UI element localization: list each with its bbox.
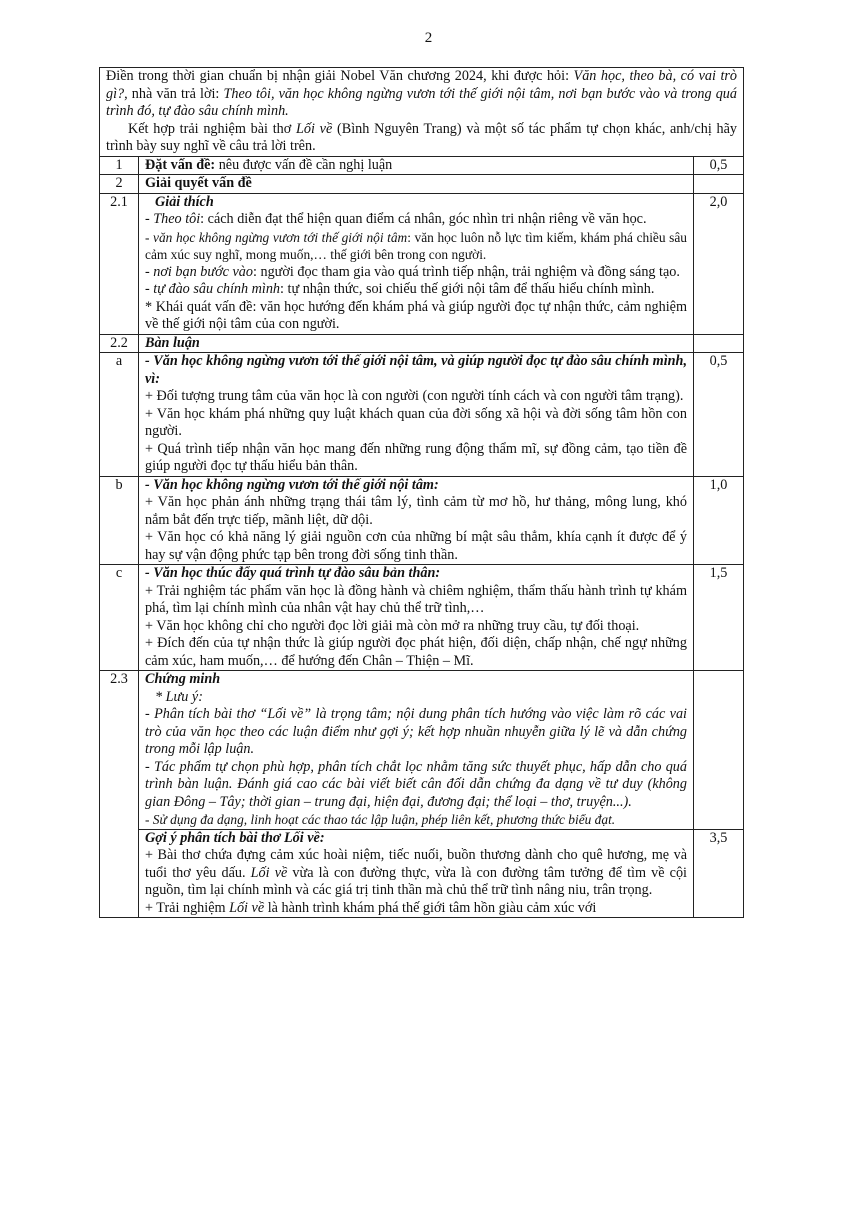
prompt-intro: Điền trong thời gian chuẩn bị nhận giải Nobel Văn chương 2024, khi được hỏi:: [106, 68, 574, 84]
page-number: 2: [424, 30, 433, 46]
definition: : tự nhận thức, soi chiếu thế giới nội tâm để thấu hiểu chính mình.: [280, 281, 655, 297]
poem-title: Lối về: [229, 899, 265, 916]
explanation-item: [145, 229, 687, 264]
grading-rubric-table: [99, 67, 744, 918]
summary-item: * Khái quát vấn đề: văn học hướng đến khám phá và giúp người đọc tự nhận thức, cảm nghiệm về thế giới nội tâm của con người.: [145, 298, 687, 332]
row-content: [139, 156, 694, 175]
row-number: a: [100, 353, 139, 477]
note-item: - Phân tích bài thơ “Lối về” là trọng tâm; nội dung phân tích hướng vào việc làm rõ các vai trò của văn học theo các luận điểm như gợi ý; kết hợp nhuần nhuyễn giữa lý lẽ và dẫn chứng trong mỗi lập luận.: [145, 706, 687, 757]
row-score: 1,5: [694, 565, 744, 671]
row-number: 1: [100, 156, 139, 175]
prompt-row: [100, 68, 744, 157]
note-item: - Sử dụng đa dạng, linh hoạt các thao tác lập luận, phép liên kết, phương thức biểu đạt.: [145, 812, 616, 827]
explanation-item: [145, 264, 687, 282]
point-heading: - Văn học thúc đẩy quá trình tự đào sâu bản thân:: [145, 565, 441, 581]
prompt-quote: Theo tôi, văn học không ngừng vươn tới thế giới nội tâm, nơi bạn bước vào và trong quá trình đó, tự đào sâu chính mình.: [106, 85, 737, 119]
analysis-text: + Bài thơ chứa đựng cảm xúc hoài niệm, tiếc nuối, buồn thương dành cho quê hương, mẹ và tuổi thơ yêu dấu.: [145, 847, 687, 881]
row-content: [139, 193, 694, 334]
prompt-question: Văn học, theo bà, có vai trò gì?: [106, 68, 737, 102]
term: - Theo tôi: [145, 211, 201, 227]
prompt-task-intro: Kết hợp trải nghiệm bài thơ: [128, 120, 296, 137]
definition: : người đọc tham gia vào quá trình tiếp nhận, trải nghiệm và đồng sáng tạo.: [253, 263, 680, 280]
row-b: [100, 476, 744, 565]
point-item: + Đối tượng trung tâm của văn học là con người (con người tính cách và con người tâm trạng).: [145, 388, 684, 404]
row-score: 3,5: [694, 829, 744, 918]
term: - nơi bạn bước vào: [145, 263, 253, 280]
explanation-item: [145, 211, 687, 229]
row-number: 2.3: [100, 671, 139, 918]
term: - văn học không ngừng vươn tới thế giới nội tâm: [145, 229, 408, 245]
explanation-item: [145, 281, 687, 299]
row-score: 0,5: [694, 353, 744, 477]
row-number: b: [100, 476, 139, 565]
row-2-1: [100, 193, 744, 334]
row-content: [139, 671, 694, 830]
definition: : văn học luôn nỗ lực tìm kiếm, khám phá chiều sâu cảm xúc suy nghĩ, mong muốn,… thế giới bên trong con người.: [145, 229, 687, 262]
poem-title: Lối về: [250, 864, 288, 881]
row-score: [694, 175, 744, 194]
row-score: [694, 671, 744, 830]
row-score: 2,0: [694, 193, 744, 334]
poem-title: Lối về: [296, 120, 333, 137]
row-number: c: [100, 565, 139, 671]
point-item: + Văn học không chỉ cho người đọc lời giải mà còn mở ra những truy cầu, tự đối thoại.: [145, 617, 640, 634]
row-number: 2.2: [100, 334, 139, 353]
point-item: + Văn học có khả năng lý giải nguồn cơn của những bí mật sâu thẳm, khía cạnh ít được để ý hay sự vận động phức tạp bên trong đời sống tinh thần.: [145, 529, 687, 563]
row-number: 2.1: [100, 193, 139, 334]
point-item: + Đích đến của tự nhận thức là giúp người đọc phát hiện, đối diện, chấp nhận, chế ngự những cảm xúc, ham muốn,… để hướng đến Chân – Thiện – Mĩ.: [145, 635, 687, 669]
row-label: Đặt vấn đề:: [145, 156, 216, 173]
analysis-text: là hành trình khám phá thế giới tâm hồn giàu cảm xúc với: [264, 899, 597, 916]
point-item: + Trải nghiệm tác phẩm văn học là đồng hành và chiêm nghiệm, thẩm thấu hành trình tự khám phá, tìm lại chính mình của nhân vật hay chủ thể trữ tình,…: [145, 582, 687, 616]
section-heading: Chứng minh: [145, 671, 221, 687]
prompt-paragraph-2: [106, 121, 737, 156]
row-content: [139, 476, 694, 565]
row-2-3-analysis: [100, 829, 744, 918]
row-score: 0,5: [694, 156, 744, 175]
row-text: nêu được vấn đề cần nghị luận: [215, 156, 393, 173]
row-score: [694, 334, 744, 353]
term: - tự đào sâu chính mình: [145, 281, 281, 297]
row-number: 2: [100, 175, 139, 194]
analysis-item: [145, 847, 687, 900]
row-content: [139, 829, 694, 918]
point-item: + Quá trình tiếp nhận văn học mang đến những rung động thẩm mĩ, sự đồng cảm, tạo tiền đề giúp người đọc tự thấu hiểu bản thân.: [145, 440, 687, 474]
point-item: + Văn học khám phá những quy luật khách quan của đời sống xã hội và đời sống tâm hồn con người.: [145, 405, 687, 439]
note-item: - Tác phẩm tự chọn phù hợp, phân tích chắt lọc nhằm tăng sức thuyết phục, hấp dẫn cho quá trình bàn luận. Đánh giá cao các bài viết biết cân đối dẫn chứng đa dạng về tư duy (không gian Đông – Tây; thời gian – trung đại, hiện đại, đương đại; thể loại – thơ, truyện...).: [145, 758, 687, 810]
prompt-connector: , nhà văn trả lời:: [124, 85, 224, 102]
definition: : cách diễn đạt thể hiện quan điểm cá nhân, góc nhìn tri nhận riêng về văn học.: [200, 211, 647, 227]
row-a: [100, 353, 744, 477]
row-2-2: [100, 334, 744, 353]
row-label: Giải quyết vấn đề: [139, 175, 694, 194]
analysis-text: + Trải nghiệm: [145, 899, 230, 916]
analysis-text: vừa là con đường thực, vừa là con đường tâm tưởng để tìm về cội nguồn, tìm lại chính mình và các giá trị tinh thần mà chủ thể trữ tình nâng niu, trân trọng.: [145, 864, 687, 898]
point-heading: - Văn học không ngừng vươn tới thế giới nội tâm:: [145, 476, 439, 493]
note-label: * Lưu ý:: [155, 688, 203, 705]
section-heading: Giải thích: [155, 193, 214, 210]
row-c: [100, 565, 744, 671]
row-2-3-notes: [100, 671, 744, 830]
row-1: [100, 156, 744, 175]
section-heading: Bàn luận: [139, 334, 694, 353]
point-item: + Văn học phản ánh những trạng thái tâm lý, tình cảm từ mơ hồ, hư thảng, mông lung, khó nắm bắt đến trực tiếp, mãnh liệt, dữ dội.: [145, 494, 687, 528]
row-content: [139, 353, 694, 477]
analysis-item: [145, 900, 687, 918]
row-2: [100, 175, 744, 194]
prompt-cell: [100, 68, 744, 157]
row-score: 1,0: [694, 476, 744, 565]
prompt-task-text: (Bình Nguyên Trang) và một số tác phẩm tự chọn khác, anh/chị hãy trình bày suy nghĩ về câu trả lời trên.: [106, 120, 737, 154]
row-content: [139, 565, 694, 671]
analysis-heading: Gợi ý phân tích bài thơ Lối về:: [145, 829, 325, 846]
point-heading: - Văn học không ngừng vươn tới thế giới nội tâm, và giúp người đọc tự đào sâu chính mình, vì:: [145, 353, 687, 387]
prompt-paragraph-1: [106, 68, 737, 121]
